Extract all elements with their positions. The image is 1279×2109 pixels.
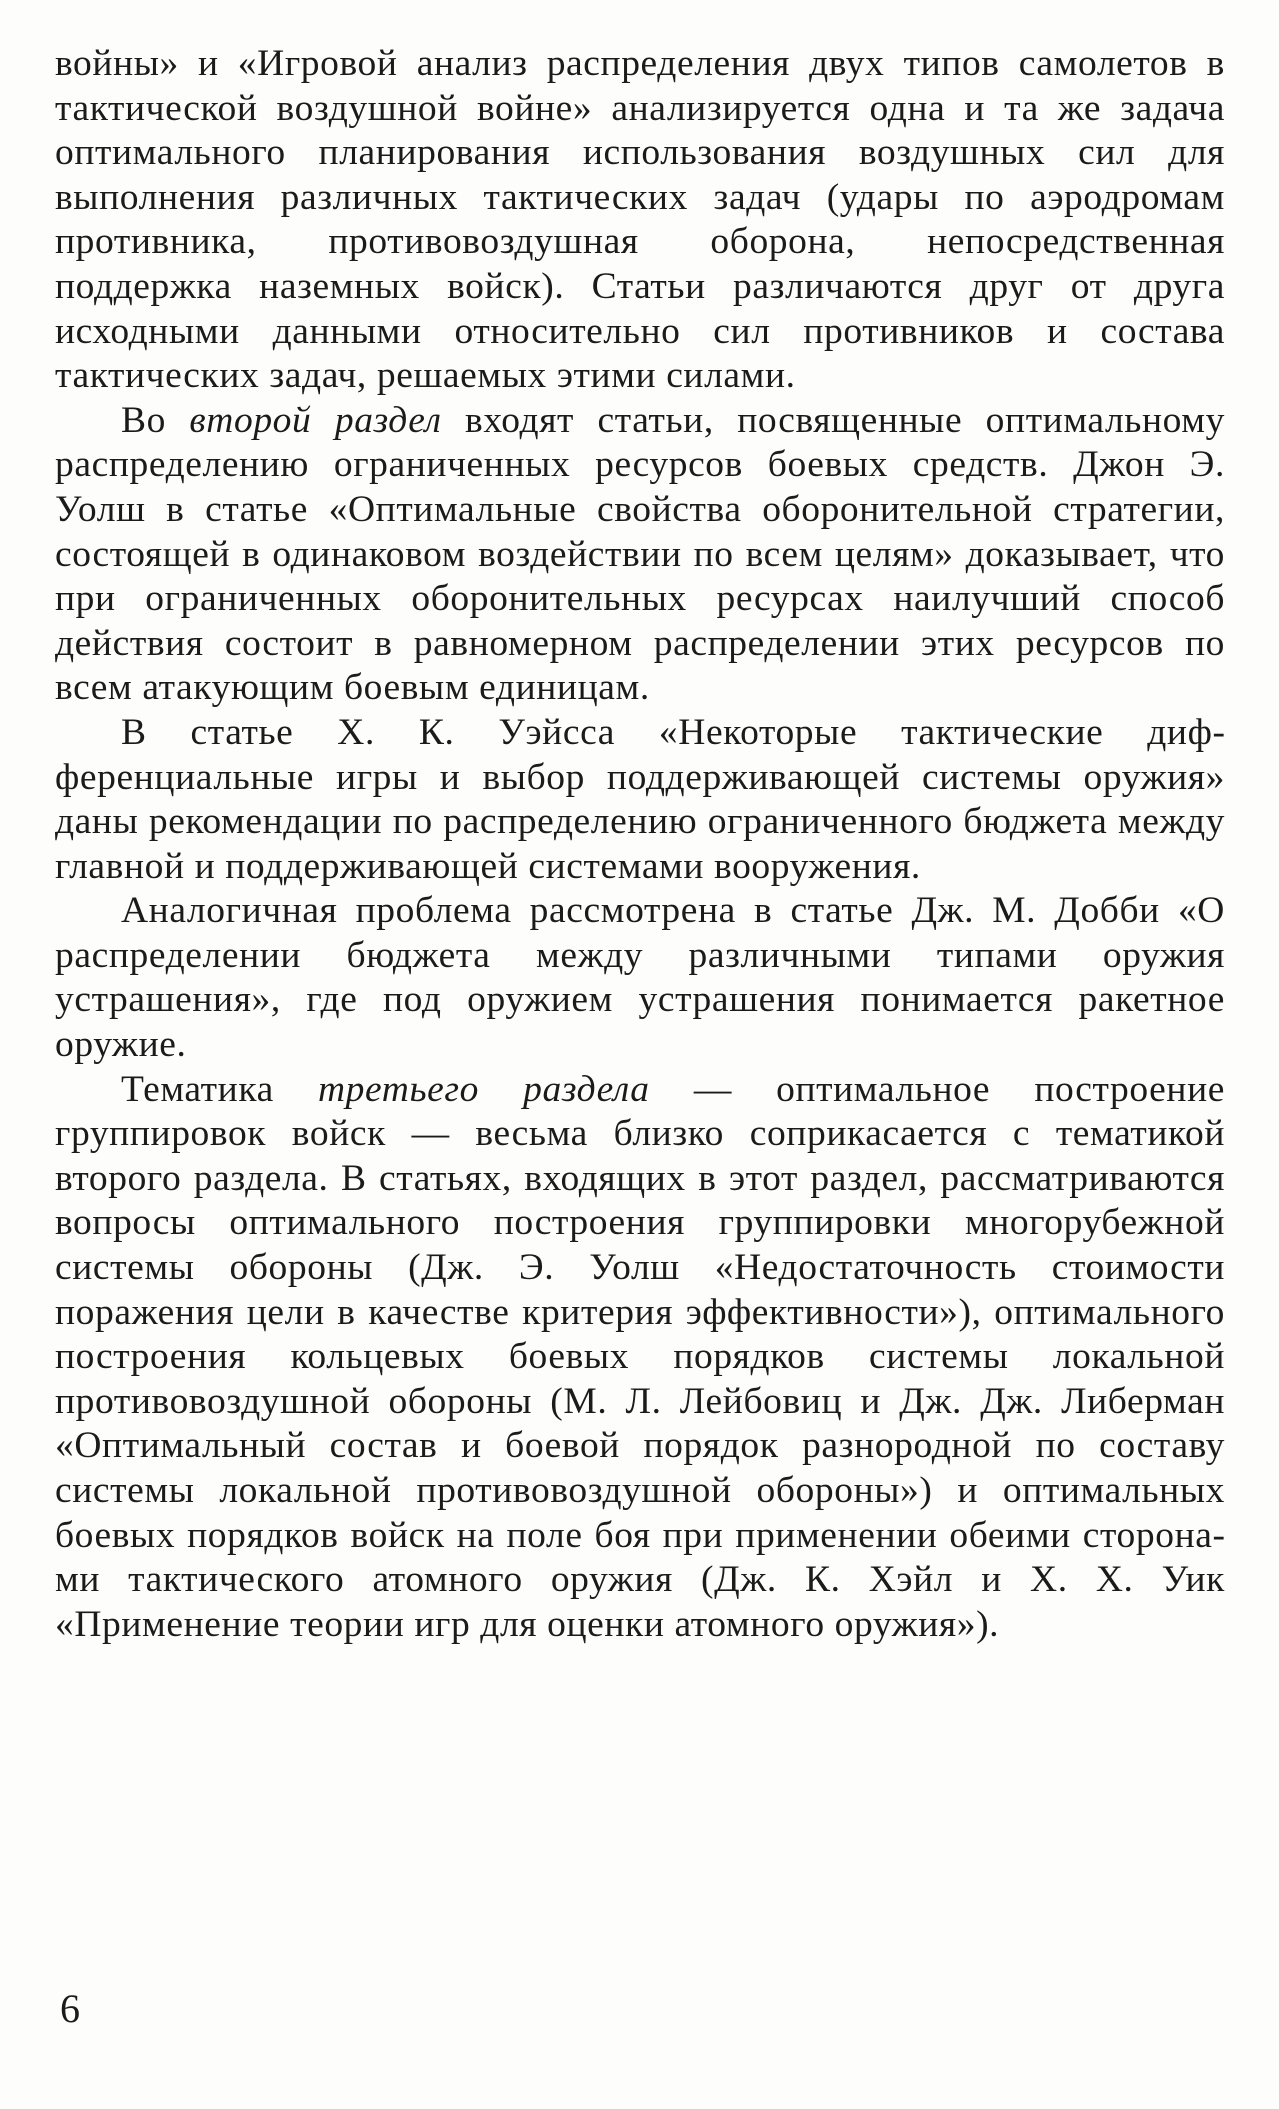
text-run: — оптимальное построение группировок войск — весьма близко соприкасается с тематикой второго раздела. В статьях, входящих в этот раздел, рассматриваются вопросы оптимального построения группировки многорубежной системы обороны (Дж. Э. Уолш «Недостаточность стоимости поражения цели в качестве критерия эффективности»), оптимального построения кольцевых боевых порядков системы локальной противовоздушной обороны (М. Л. Лейбовиц и Дж. Дж. Либерман «Оптимальный состав и боевой порядок разнородной по составу системы локальной противовоздушной обороны») и оптимальных боевых порядков войск на поле боя при применении обеими сторонами тактического атомного оружия (Дж. К. Хэйл и Х. Х. Уик «Применение теории игр для оценки атомного оружия»). bbox=[55, 1068, 1225, 1645]
text-run: Аналогичная проблема рассмотрена в статье Дж. М. Добби «О распределении бюджета между различными типами оружия устрашения», где под оружием устрашения понимается ракетное оружие. bbox=[55, 890, 1225, 1066]
text-run: входят статьи, посвященные оптимальному распределению ограниченных ресурсов боевых средств. Джон Э. Уолш в статье «Оптимальные свойства оборонительной стратегии, состоящей в одинаковом воздействии по всем целям» доказывает, что при ограниченных оборонительных ресурсах наилучший способ действия состоит в равномерном распределении этих ресурсов по всем атакующим боевым единицам. bbox=[55, 399, 1225, 709]
italic-term-third-section: третьего раздела bbox=[318, 1068, 650, 1110]
paragraph-3 bbox=[55, 711, 1225, 889]
page-number: 6 bbox=[60, 1986, 80, 2031]
text-run: Тематика bbox=[121, 1068, 318, 1110]
italic-term-second-section: второй раздел bbox=[189, 399, 442, 441]
paragraph-1 bbox=[55, 42, 1225, 399]
paragraph-4 bbox=[55, 889, 1225, 1067]
text-run: В статье Х. К. Уэйсса «Некоторые тактические дифференциальные игры и выбор поддерживающей системы оружия» даны рекомендации по распределению ограниченного бюджета между главной и поддерживающей системами вооружения. bbox=[55, 711, 1225, 887]
text-run: Во bbox=[121, 399, 190, 441]
paragraph-2 bbox=[55, 399, 1225, 711]
body-text bbox=[55, 42, 1225, 1647]
paragraph-5 bbox=[55, 1068, 1225, 1648]
text-run: войны» и «Игровой анализ распределения двух типов самолетов в тактической воздушной войне» анализируется одна и та же задача оптимального планирования использования воздушных сил для выполнения различных тактических задач (удары по аэродромам противника, противовоздушная оборона, непосредственная поддержка наземных войск). Статьи различаются друг от друга исходными данными относительно сил противников и состава тактических задач, решаемых этими силами. bbox=[55, 43, 1225, 397]
